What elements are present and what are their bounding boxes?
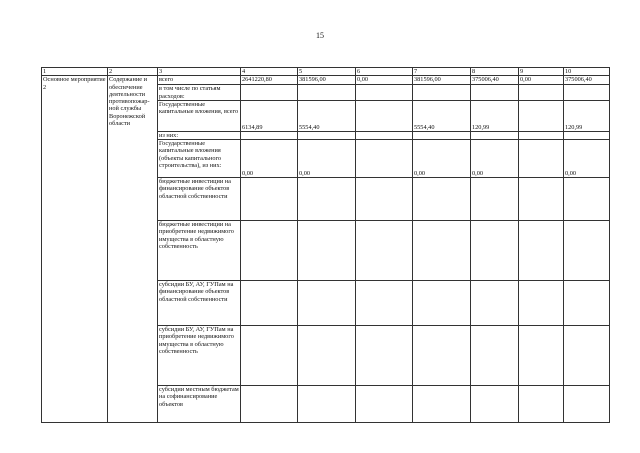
value-cell (356, 281, 413, 326)
value-cell (241, 281, 298, 326)
value-cell (413, 85, 471, 101)
header-cell: 4 (241, 68, 298, 76)
row-label: субсидии местным бюджетам на софинансирование объектов (158, 386, 241, 423)
value-cell: 0,00 (356, 76, 413, 85)
value-cell (519, 100, 564, 131)
value-cell (241, 386, 298, 423)
value-cell (298, 326, 356, 386)
value-cell: 0,00 (298, 140, 356, 178)
value-cell (298, 281, 356, 326)
value-cell (471, 131, 519, 139)
value-cell (356, 85, 413, 101)
value-cell (471, 326, 519, 386)
value-cell: 5554,40 (413, 100, 471, 131)
value-cell (519, 140, 564, 178)
value-cell (413, 178, 471, 221)
header-cell: 1 (42, 68, 108, 76)
page-number: 15 (316, 31, 324, 40)
row-total (42, 76, 610, 85)
value-cell (241, 326, 298, 386)
value-cell: 0,00 (564, 140, 610, 178)
value-cell (241, 221, 298, 281)
value-cell: 0,00 (413, 140, 471, 178)
row-label: Государственные капитальные вложения, всего (158, 100, 241, 131)
header-cell: 9 (519, 68, 564, 76)
value-cell (471, 85, 519, 101)
value-cell (356, 386, 413, 423)
value-cell (519, 386, 564, 423)
value-cell (356, 140, 413, 178)
value-cell (564, 178, 610, 221)
value-cell (564, 326, 610, 386)
row-label: Государственные капитальные вложения (объекты капитального строительства), из них: (158, 140, 241, 178)
value-cell (298, 386, 356, 423)
value-cell: 375006,40 (564, 76, 610, 85)
value-cell (356, 326, 413, 386)
value-cell (519, 326, 564, 386)
header-cell: 5 (298, 68, 356, 76)
value-cell (413, 386, 471, 423)
value-cell (564, 221, 610, 281)
value-cell (298, 221, 356, 281)
value-cell: 381596,00 (413, 76, 471, 85)
value-cell (241, 131, 298, 139)
value-cell (356, 221, 413, 281)
value-cell (564, 85, 610, 101)
row-label: в том числе по статьям расходов: (158, 85, 241, 101)
value-cell (519, 221, 564, 281)
header-cell: 10 (564, 68, 610, 76)
description-cell: Содержание и обеспечение деятельности противопожар-ной службы Воронежской области (108, 76, 158, 423)
value-cell: 120,99 (564, 100, 610, 131)
header-cell: 6 (356, 68, 413, 76)
value-cell: 120,99 (471, 100, 519, 131)
value-cell (471, 386, 519, 423)
value-cell (564, 386, 610, 423)
value-cell: 2641220,80 (241, 76, 298, 85)
value-cell (356, 100, 413, 131)
header-cell: 7 (413, 68, 471, 76)
value-cell (413, 281, 471, 326)
value-cell (356, 178, 413, 221)
value-cell (413, 131, 471, 139)
value-cell (471, 221, 519, 281)
row-label: субсидии БУ, АУ, ГУПам на финансирование объектов областной собственности (158, 281, 241, 326)
value-cell (413, 326, 471, 386)
header-cell: 2 (108, 68, 158, 76)
value-cell (298, 131, 356, 139)
value-cell (413, 221, 471, 281)
row-label: из них: (158, 131, 241, 139)
budget-table (41, 67, 610, 423)
value-cell (564, 131, 610, 139)
row-label: бюджетные инвестиции на приобретение недвижимого имущества в областную собственность (158, 221, 241, 281)
value-cell (298, 85, 356, 101)
header-cell: 8 (471, 68, 519, 76)
value-cell: 5554,40 (298, 100, 356, 131)
value-cell (519, 131, 564, 139)
value-cell (564, 281, 610, 326)
activity-cell: Основное мероприятие 2 (42, 76, 108, 423)
value-cell (519, 178, 564, 221)
value-cell: 381596,00 (298, 76, 356, 85)
value-cell: 375006,40 (471, 76, 519, 85)
value-cell (241, 85, 298, 101)
row-label: бюджетные инвестиции на финансирование объектов областной собственности (158, 178, 241, 221)
header-row (42, 68, 610, 76)
value-cell: 6134,89 (241, 100, 298, 131)
value-cell (241, 178, 298, 221)
value-cell (471, 281, 519, 326)
value-cell (298, 178, 356, 221)
value-cell: 0,00 (471, 140, 519, 178)
value-cell: 0,00 (241, 140, 298, 178)
value-cell: 0,00 (519, 76, 564, 85)
value-cell (471, 178, 519, 221)
header-cell: 3 (158, 68, 241, 76)
row-label: всего (158, 76, 241, 85)
value-cell (519, 281, 564, 326)
value-cell (356, 131, 413, 139)
row-label: субсидии БУ, АУ, ГУПам на приобретение недвижимого имущества в областную собственность (158, 326, 241, 386)
value-cell (519, 85, 564, 101)
